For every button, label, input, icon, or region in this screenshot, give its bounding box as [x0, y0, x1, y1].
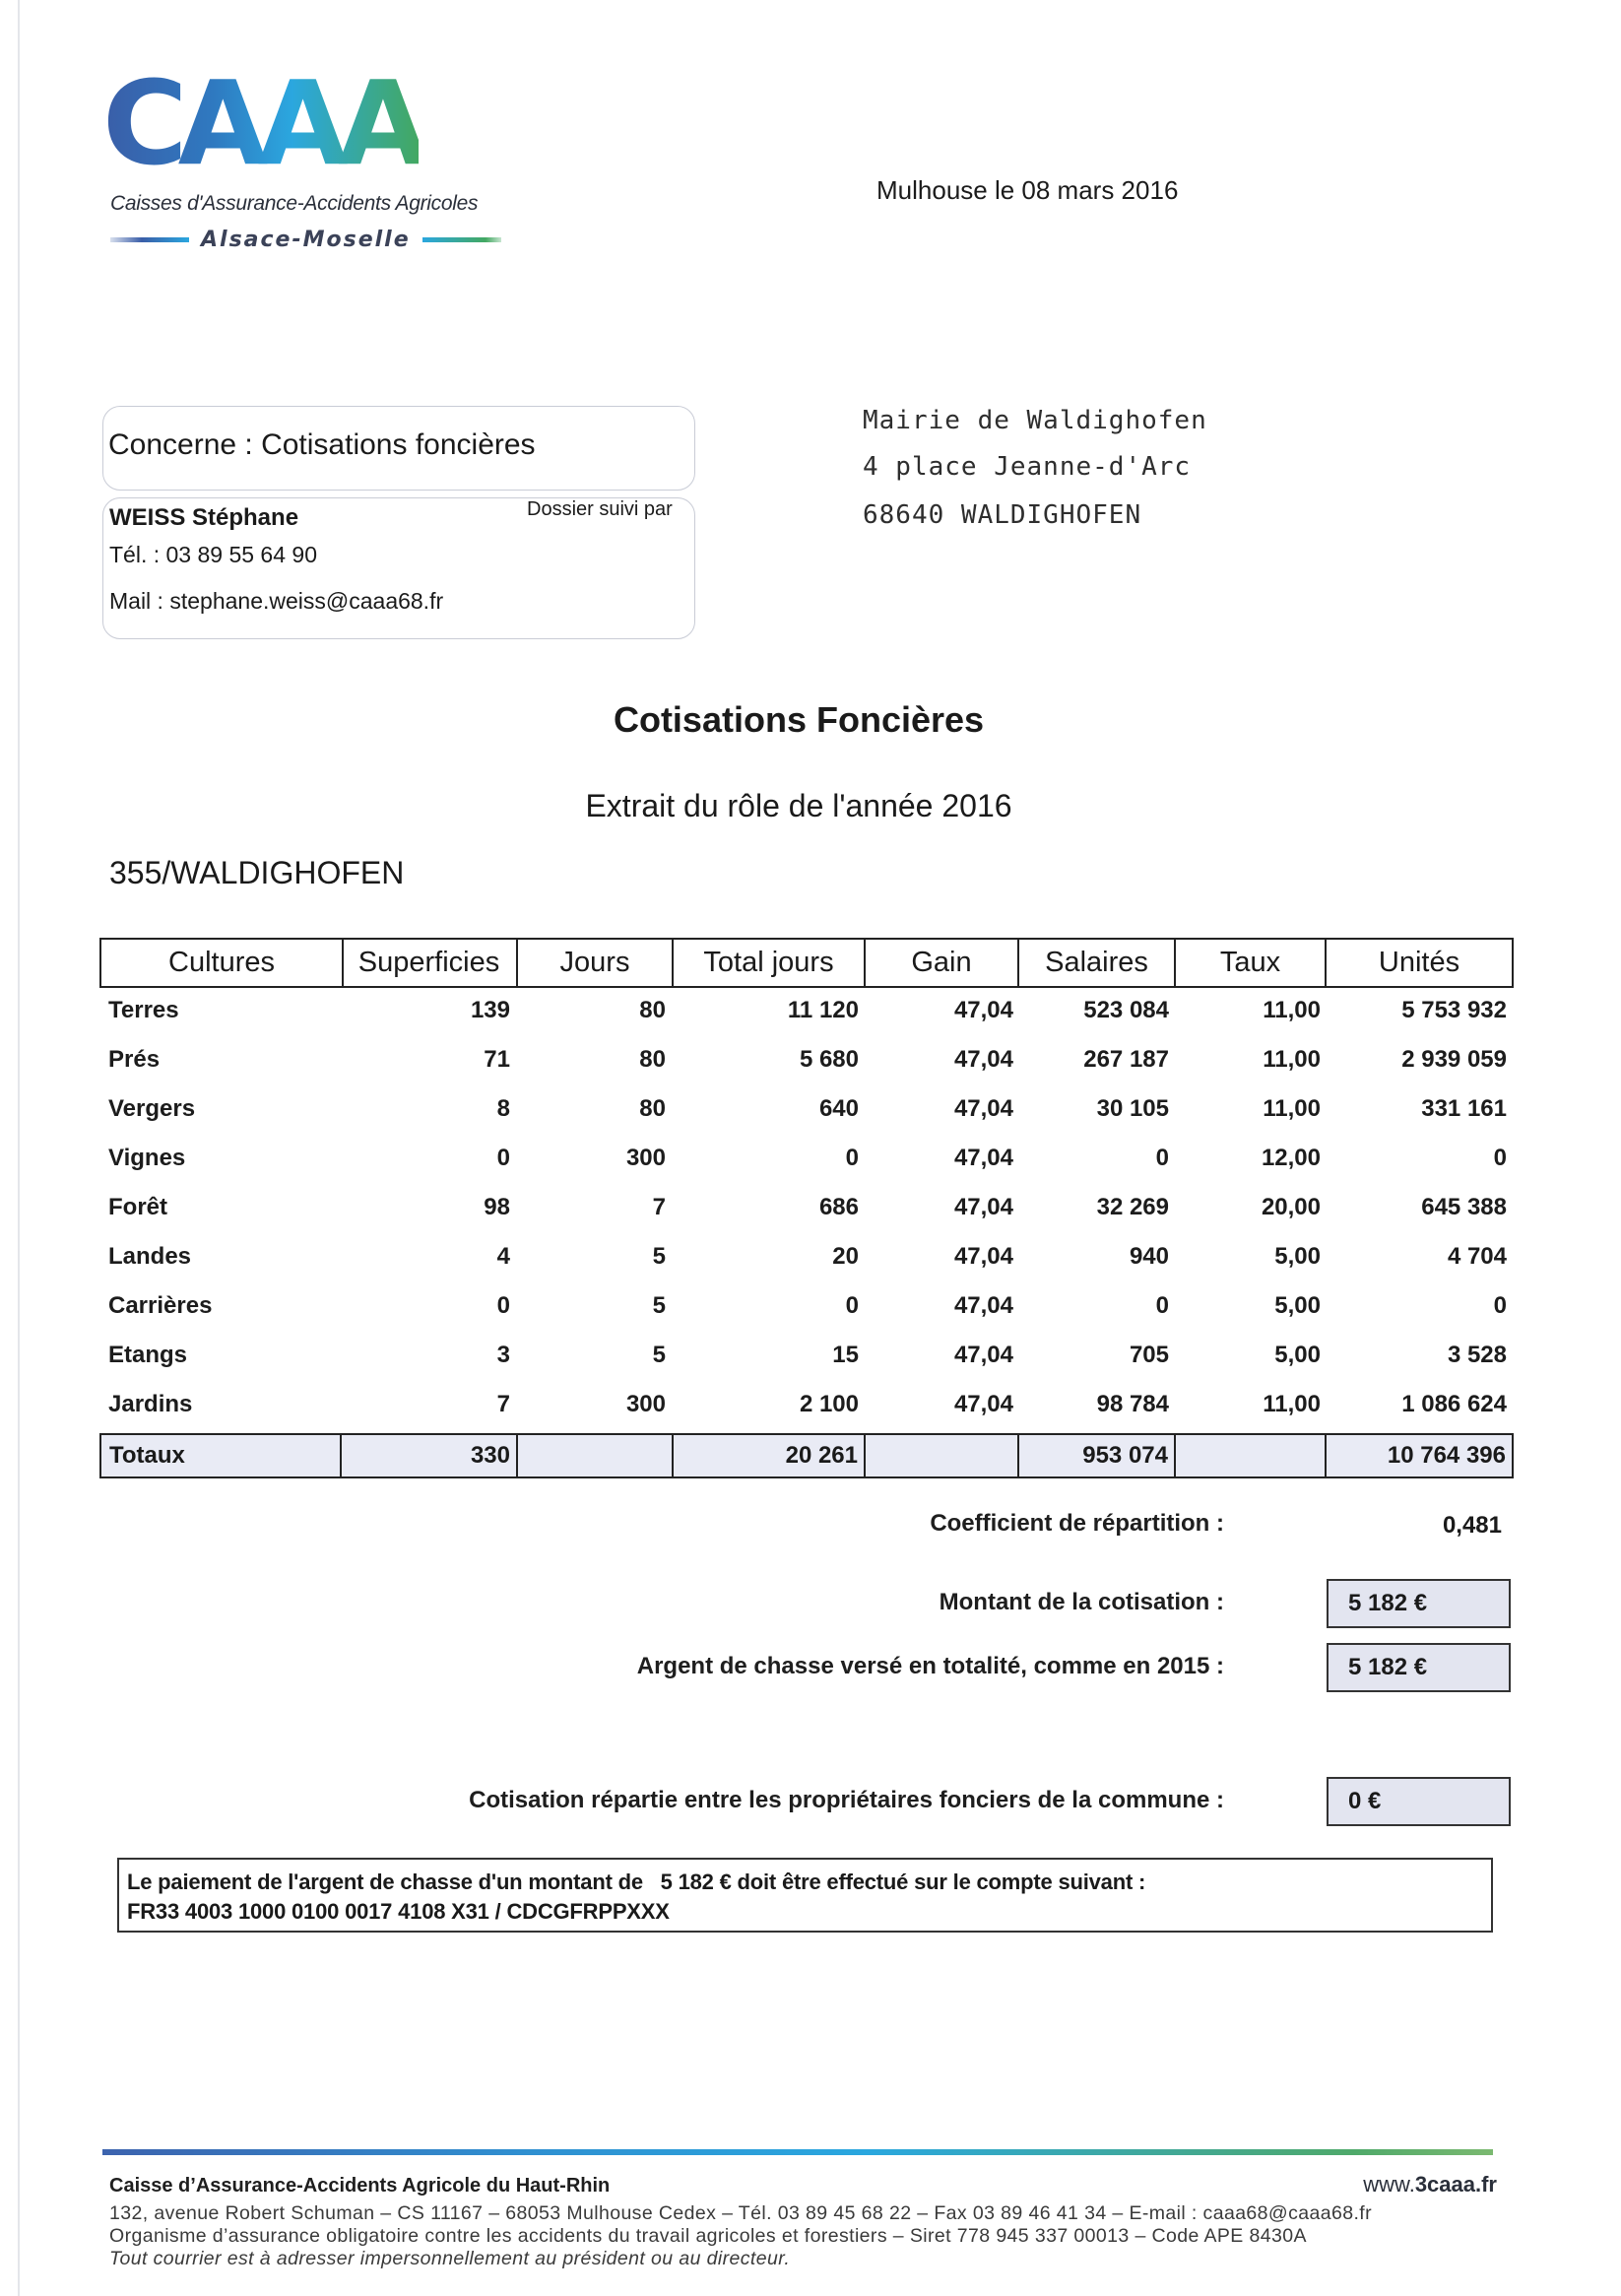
cell-total-jours: 15 [832, 1342, 859, 1368]
cell-superficie: 98 [484, 1194, 510, 1220]
cell-gain: 47,04 [953, 1095, 1013, 1122]
table-row [99, 1380, 1514, 1429]
document-title: Cotisations Foncières [613, 699, 985, 740]
totals-taux [1176, 1433, 1327, 1478]
cell-superficie: 139 [470, 997, 510, 1023]
cell-taux: 11,00 [1263, 1095, 1321, 1122]
cell-salaires: 0 [1155, 1292, 1169, 1319]
cell-culture: Terres [108, 997, 179, 1023]
cell-unites: 2 939 059 [1401, 1046, 1507, 1073]
cell-gain: 47,04 [953, 1292, 1013, 1319]
payment-box [117, 1858, 1493, 1933]
cell-total-jours: 5 680 [799, 1046, 859, 1073]
cell-unites: 4 704 [1447, 1243, 1507, 1270]
table-row [99, 1134, 1514, 1183]
cell-unites: 331 161 [1421, 1095, 1507, 1122]
payment-iban: FR33 4003 1000 0100 0017 4108 X31 / CDCGFRPPXXX [127, 1899, 670, 1924]
cell-jours: 80 [639, 997, 666, 1023]
cell-total-jours: 686 [818, 1194, 859, 1220]
agent-name: WEISS Stéphane [109, 504, 299, 531]
cell-unites: 645 388 [1421, 1194, 1507, 1220]
cell-taux: 11,00 [1263, 1046, 1321, 1073]
footer-website[interactable] [1363, 2172, 1497, 2198]
cell-salaires: 98 784 [1096, 1391, 1169, 1417]
cell-total-jours: 0 [845, 1145, 859, 1171]
cell-taux: 11,00 [1263, 1391, 1321, 1417]
recipient-line-3: 68640 WALDIGHOFEN [863, 500, 1142, 530]
cell-culture: Forêt [108, 1194, 167, 1220]
footer-gradient-line [102, 2149, 1493, 2155]
commune-code: 355/WALDIGHOFEN [109, 855, 405, 890]
header-salaires: Salaires [1019, 938, 1176, 988]
totals-total-jours: 20 261 [674, 1433, 866, 1478]
cell-culture: Landes [108, 1243, 192, 1270]
recipient-line-1: Mairie de Waldighofen [863, 406, 1207, 435]
totals-label: Totaux [99, 1433, 342, 1478]
cell-taux: 5,00 [1274, 1243, 1321, 1270]
cell-superficie: 0 [496, 1145, 510, 1171]
repartie-value-box: 0 € [1327, 1777, 1511, 1826]
cell-gain: 47,04 [953, 1342, 1013, 1368]
cell-total-jours: 11 120 [787, 997, 859, 1023]
cell-total-jours: 2 100 [799, 1391, 859, 1417]
header-taux: Taux [1176, 938, 1327, 988]
cell-gain: 47,04 [953, 997, 1013, 1023]
cell-salaires: 30 105 [1096, 1095, 1169, 1122]
cell-superficie: 4 [496, 1243, 510, 1270]
concerne-text: Concerne : Cotisations foncières [108, 428, 536, 461]
cell-culture: Vignes [108, 1145, 186, 1171]
table-header [99, 938, 1514, 987]
table-row [99, 1232, 1514, 1281]
table-row [99, 1331, 1514, 1380]
footer-website-domain: 3caaa.fr [1414, 2172, 1497, 2197]
cell-taux: 5,00 [1274, 1342, 1321, 1368]
cell-gain: 47,04 [953, 1046, 1013, 1073]
cell-culture: Etangs [108, 1342, 188, 1368]
document-subtitle: Extrait du rôle de l'année 2016 [585, 788, 1012, 823]
header-jours: Jours [518, 938, 674, 988]
dossier-label: Dossier suivi par [527, 498, 673, 520]
cell-gain: 47,04 [953, 1145, 1013, 1171]
cell-jours: 80 [639, 1095, 666, 1122]
logo-bar-right [422, 237, 501, 242]
repartie-label: Cotisation répartie entre les propriétaires fonciers de la commune : [469, 1787, 1224, 1813]
footer-address: 132, avenue Robert Schuman – CS 11167 – 68053 Mulhouse Cedex – Tél. 03 89 45 68 22 – Fax 03 89 46 41 34 – E-mail : caaa68@caaa68.fr [109, 2202, 1373, 2224]
cell-salaires: 267 187 [1083, 1046, 1169, 1073]
cell-taux: 5,00 [1274, 1292, 1321, 1319]
coef-value: 0,481 [1442, 1512, 1502, 1539]
logo-subtitle: Caisses d'Assurance-Accidents Agricoles [110, 192, 479, 215]
totals-jours [518, 1433, 674, 1478]
cell-total-jours: 640 [818, 1095, 859, 1122]
cell-jours: 7 [652, 1194, 666, 1220]
footer-legal: Organisme d’assurance obligatoire contre les accidents du travail agricoles et forestiers – Siret 778 945 337 00013 – Code APE 8430A [109, 2225, 1307, 2247]
cell-unites: 1 086 624 [1401, 1391, 1507, 1417]
agent-email: Mail : stephane.weiss@caaa68.fr [109, 588, 444, 614]
payment-instruction: Le paiement de l'argent de chasse d'un montant de 5 182 € doit être effectué sur le compte suivant : [127, 1870, 1146, 1894]
cell-taux: 20,00 [1261, 1194, 1321, 1220]
cell-salaires: 940 [1129, 1243, 1169, 1270]
cell-superficie: 0 [496, 1292, 510, 1319]
footer-organization: Caisse d’Assurance-Accidents Agricole du Haut-Rhin [109, 2175, 611, 2197]
totals-row [99, 1433, 1514, 1480]
cell-salaires: 32 269 [1096, 1194, 1169, 1220]
cell-unites: 3 528 [1447, 1342, 1507, 1368]
header-superficies: Superficies [342, 938, 518, 988]
cell-jours: 300 [625, 1391, 666, 1417]
table-row [99, 1084, 1514, 1134]
cell-superficie: 3 [496, 1342, 510, 1368]
cell-superficie: 8 [496, 1095, 510, 1122]
cell-jours: 80 [639, 1046, 666, 1073]
caaa-logo: CAAA [102, 55, 419, 191]
cell-taux: 11,00 [1263, 997, 1321, 1023]
cell-jours: 300 [625, 1145, 666, 1171]
cell-superficie: 71 [484, 1046, 510, 1073]
totals-gain [866, 1433, 1019, 1478]
cell-unites: 0 [1493, 1145, 1507, 1171]
cell-gain: 47,04 [953, 1243, 1013, 1270]
coef-label: Coefficient de répartition : [930, 1510, 1224, 1537]
cell-unites: 5 753 932 [1401, 997, 1507, 1023]
montant-value-box: 5 182 € [1327, 1579, 1511, 1628]
totals-salaires: 953 074 [1019, 1433, 1176, 1478]
cell-jours: 5 [652, 1342, 666, 1368]
logo-region-text: Alsace-Moselle [201, 227, 411, 252]
cell-culture: Jardins [108, 1391, 193, 1417]
cell-culture: Vergers [108, 1095, 196, 1122]
cell-total-jours: 0 [845, 1292, 859, 1319]
cell-gain: 47,04 [953, 1194, 1013, 1220]
argent-value-box: 5 182 € [1327, 1643, 1511, 1692]
date-line: Mulhouse le 08 mars 2016 [876, 175, 1179, 205]
recipient-line-2: 4 place Jeanne-d'Arc [863, 452, 1192, 482]
header-total-jours: Total jours [674, 938, 866, 988]
cell-culture: Prés [108, 1046, 161, 1073]
montant-label: Montant de la cotisation : [939, 1589, 1224, 1615]
logo-region [110, 225, 501, 254]
cell-salaires: 705 [1129, 1342, 1169, 1368]
logo-bar-left [110, 237, 189, 242]
footer-website-prefix: www. [1363, 2172, 1415, 2197]
table-row [99, 1035, 1514, 1084]
cell-culture: Carrières [108, 1292, 213, 1319]
cell-taux: 12,00 [1261, 1145, 1321, 1171]
cell-superficie: 7 [496, 1391, 510, 1417]
cell-salaires: 0 [1155, 1145, 1169, 1171]
table-row [99, 1183, 1514, 1232]
cell-jours: 5 [652, 1292, 666, 1319]
cell-unites: 0 [1493, 1292, 1507, 1319]
table-row [99, 1281, 1514, 1331]
scan-edge [18, 0, 20, 2296]
cell-total-jours: 20 [832, 1243, 859, 1270]
argent-label: Argent de chasse versé en totalité, comme en 2015 : [636, 1653, 1224, 1679]
agent-phone: Tél. : 03 89 55 64 90 [109, 542, 317, 567]
footer-note: Tout courrier est à adresser impersonnellement au président ou au directeur. [109, 2248, 791, 2269]
totals-superficies: 330 [342, 1433, 518, 1478]
totals-unites: 10 764 396 [1327, 1433, 1514, 1478]
table-row [99, 986, 1514, 1035]
header-gain: Gain [866, 938, 1019, 988]
cell-jours: 5 [652, 1243, 666, 1270]
header-cultures: Cultures [99, 938, 344, 988]
cell-gain: 47,04 [953, 1391, 1013, 1417]
header-unites: Unités [1327, 938, 1514, 988]
cell-salaires: 523 084 [1083, 997, 1169, 1023]
